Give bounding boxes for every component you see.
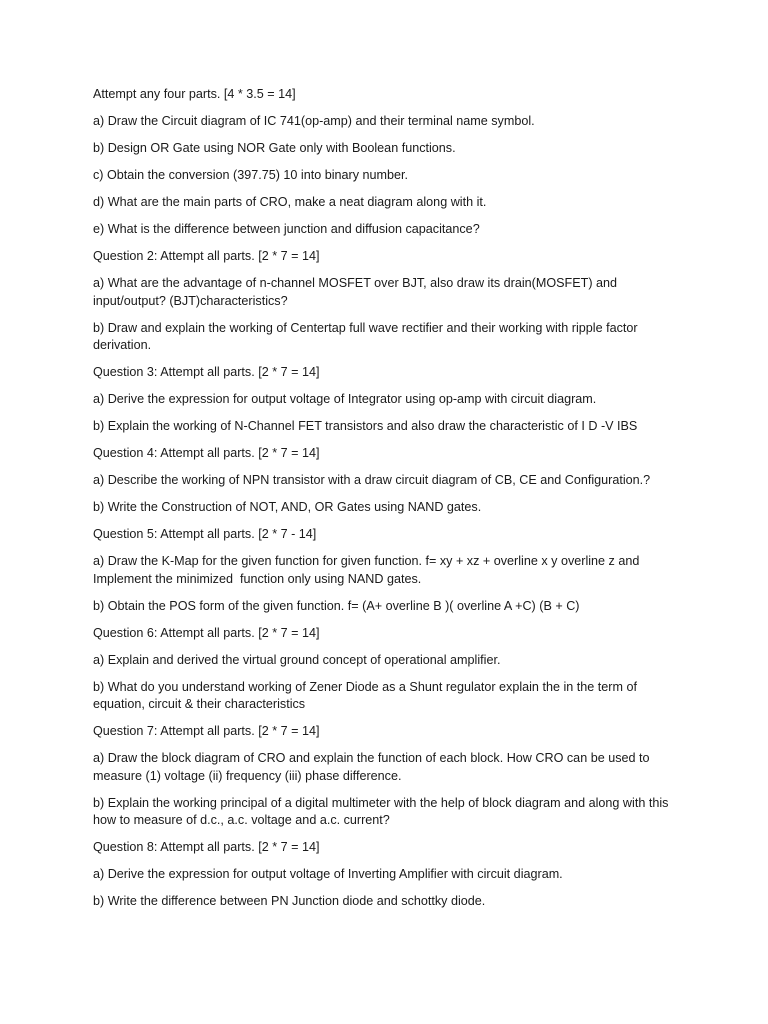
question-7a: a) Draw the block diagram of CRO and explain the function of each block. How CRO can be used to measure (1) voltage (ii) frequency (iii) phase difference.: [93, 751, 654, 783]
question-6a: a) Explain and derived the virtual ground concept of operational amplifier.: [93, 652, 501, 667]
question-1a: a) Draw the Circuit diagram of IC 741(op-amp) and their terminal name symbol.: [93, 114, 535, 128]
question-5-heading: Question 5: Attempt all parts. [2 * 7 - 14]: [93, 527, 317, 541]
question-3a: a) Derive the expression for output voltage of Integrator using op-amp with circuit diagram.: [93, 392, 597, 406]
question-2a: a) What are the advantage of n-channel MOSFET over BJT, also draw its drain(MOSFET) and input/output? (BJT)characteristics?: [93, 276, 621, 308]
question-7b: b) Explain the working principal of a digital multimeter with the help of block diagram and along with this how to measure of d.c., a.c. voltage and a.c. current?: [93, 795, 672, 827]
question-6-heading: Question 6: Attempt all parts. [2 * 7 = 14]: [93, 625, 320, 640]
question-8b: b) Write the difference between PN Junction diode and schottky diode.: [93, 894, 486, 908]
question-4-heading: Question 4: Attempt all parts. [2 * 7 = 14]: [93, 446, 320, 460]
question-1b: b) Design OR Gate using NOR Gate only with Boolean functions.: [93, 141, 456, 155]
question-2b: b) Draw and explain the working of Centertap full wave rectifier and their working with ripple factor derivation.: [93, 320, 642, 352]
question-4b: b) Write the Construction of NOT, AND, OR Gates using NAND gates.: [93, 500, 482, 514]
question-1d: d) What are the main parts of CRO, make a neat diagram along with it.: [93, 195, 487, 209]
question-7-heading: Question 7: Attempt all parts. [2 * 7 = 14]: [93, 724, 320, 738]
question-5a: a) Draw the K-Map for the given function for given function. f= xy + xz + overline x y overline z and Implement the minimized function only using NAND gates.: [93, 554, 643, 586]
section-1-instruction: Attempt any four parts. [4 * 3.5 = 14]: [93, 87, 296, 101]
question-4a: a) Describe the working of NPN transistor with a draw circuit diagram of CB, CE and Configuration.?: [93, 473, 651, 487]
document-page: [93, 86, 683, 920]
question-5b: b) Obtain the POS form of the given function. f= (A+ overline B )( overline A +C) (B + C): [93, 598, 580, 613]
question-1c: c) Obtain the conversion (397.75) 10 into binary number.: [93, 168, 409, 182]
question-1e: e) What is the difference between junction and diffusion capacitance?: [93, 222, 480, 236]
question-6b: b) What do you understand working of Zener Diode as a Shunt regulator explain the in the term of equation, circuit & their characteristics: [93, 679, 641, 711]
question-8-heading: Question 8: Attempt all parts. [2 * 7 = 14]: [93, 840, 320, 854]
question-3b: b) Explain the working of N-Channel FET transistors and also draw the characteristic of I D -V IBS: [93, 419, 638, 433]
question-2-heading: Question 2: Attempt all parts. [2 * 7 = 14]: [93, 249, 320, 263]
question-8a: a) Derive the expression for output voltage of Inverting Amplifier with circuit diagram.: [93, 867, 563, 881]
question-3-heading: Question 3: Attempt all parts. [2 * 7 = 14]: [93, 365, 320, 379]
